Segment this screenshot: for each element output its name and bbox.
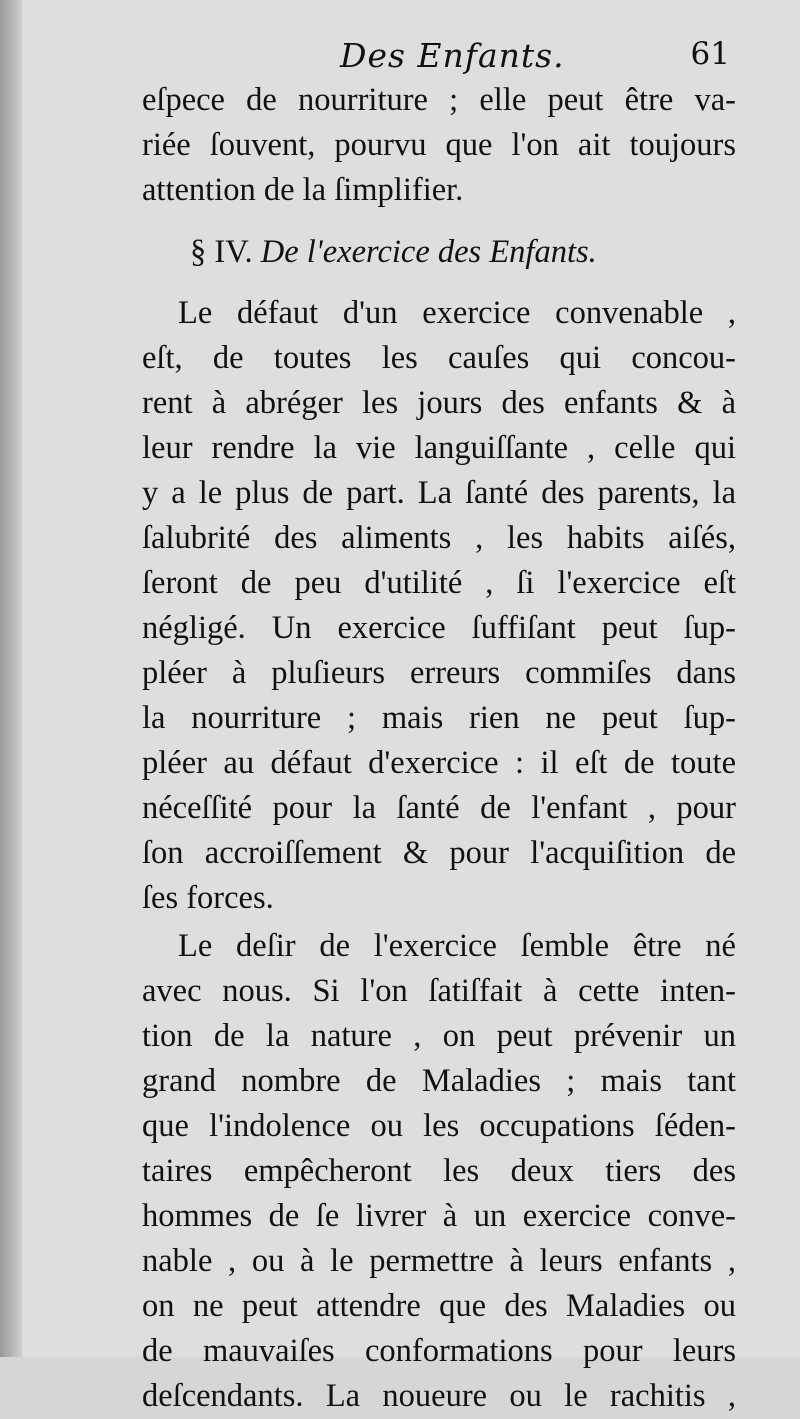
paragraph <box>142 924 736 1419</box>
text-line: ſeront de peu d'utilité , ſi l'exercice eſt <box>142 565 736 601</box>
text-line: de mauvaiſes conformations pour leurs <box>142 1333 736 1369</box>
text-line: eſpece de nourriture ; elle peut être va- <box>142 82 736 118</box>
text-line: tion de la nature , on peut prévenir un <box>142 1018 736 1054</box>
text-line: y a le plus de part. La ſanté des parents, la <box>142 475 736 511</box>
text-line: rent à abréger les jours des enfants & à <box>142 385 736 421</box>
text-line: néceſſité pour la ſanté de l'enfant , pour <box>142 790 736 826</box>
text-line: leur rendre la vie languiſſante , celle qui <box>142 430 736 466</box>
text-line: on ne peut attendre que des Maladies ou <box>142 1288 736 1324</box>
text-line: taires empêcheront les deux tiers des <box>142 1153 736 1189</box>
section-heading <box>142 213 736 291</box>
text-line: deſcendants. La noueure ou le rachitis , <box>142 1378 736 1414</box>
text-line: hommes de ſe livrer à un exercice conve- <box>142 1198 736 1234</box>
text-line: que l'indolence ou les occupations ſéden- <box>142 1108 736 1144</box>
text-line: grand nombre de Maladies ; mais tant <box>142 1063 736 1099</box>
text-line: avec nous. Si l'on ſatiſfait à cette inten- <box>142 973 736 1009</box>
page-edge-shadow <box>0 0 22 1357</box>
text-line: nable , ou à le permettre à leurs enfants , <box>142 1243 736 1279</box>
text-line: eſt, de toutes les cauſes qui concou- <box>142 340 736 376</box>
body-text <box>142 78 736 1419</box>
text-line: Le deſir de l'exercice ſemble être né <box>178 928 736 964</box>
page-number: 61 <box>690 36 730 72</box>
section-title: De l'exercice des Enfants. <box>260 234 597 270</box>
text-line: pléer à pluſieurs erreurs commiſes dans <box>142 655 736 691</box>
intro-paragraph <box>142 78 736 213</box>
text-line: la nourriture ; mais rien ne peut ſup- <box>142 700 736 736</box>
text-line: pléer au défaut d'exercice : il eſt de toute <box>142 745 736 781</box>
text-line: attention de la ſimplifier. <box>142 172 464 208</box>
paragraph <box>142 291 736 921</box>
text-line: ſon accroiſſement & pour l'acquiſition de <box>142 835 736 871</box>
text-line: négligé. Un exercice ſuffiſant peut ſup- <box>142 610 736 646</box>
text-line: ſes forces. <box>142 880 274 916</box>
text-line: ſalubrité des aliments , les habits aiſés, <box>142 520 736 556</box>
text-line: Le défaut d'un exercice convenable , <box>178 295 736 331</box>
text-line: riée ſouvent, pourvu que l'on ait toujours <box>142 127 736 163</box>
running-title: Des Enfants. <box>340 36 565 75</box>
section-number: § IV. <box>190 234 253 270</box>
